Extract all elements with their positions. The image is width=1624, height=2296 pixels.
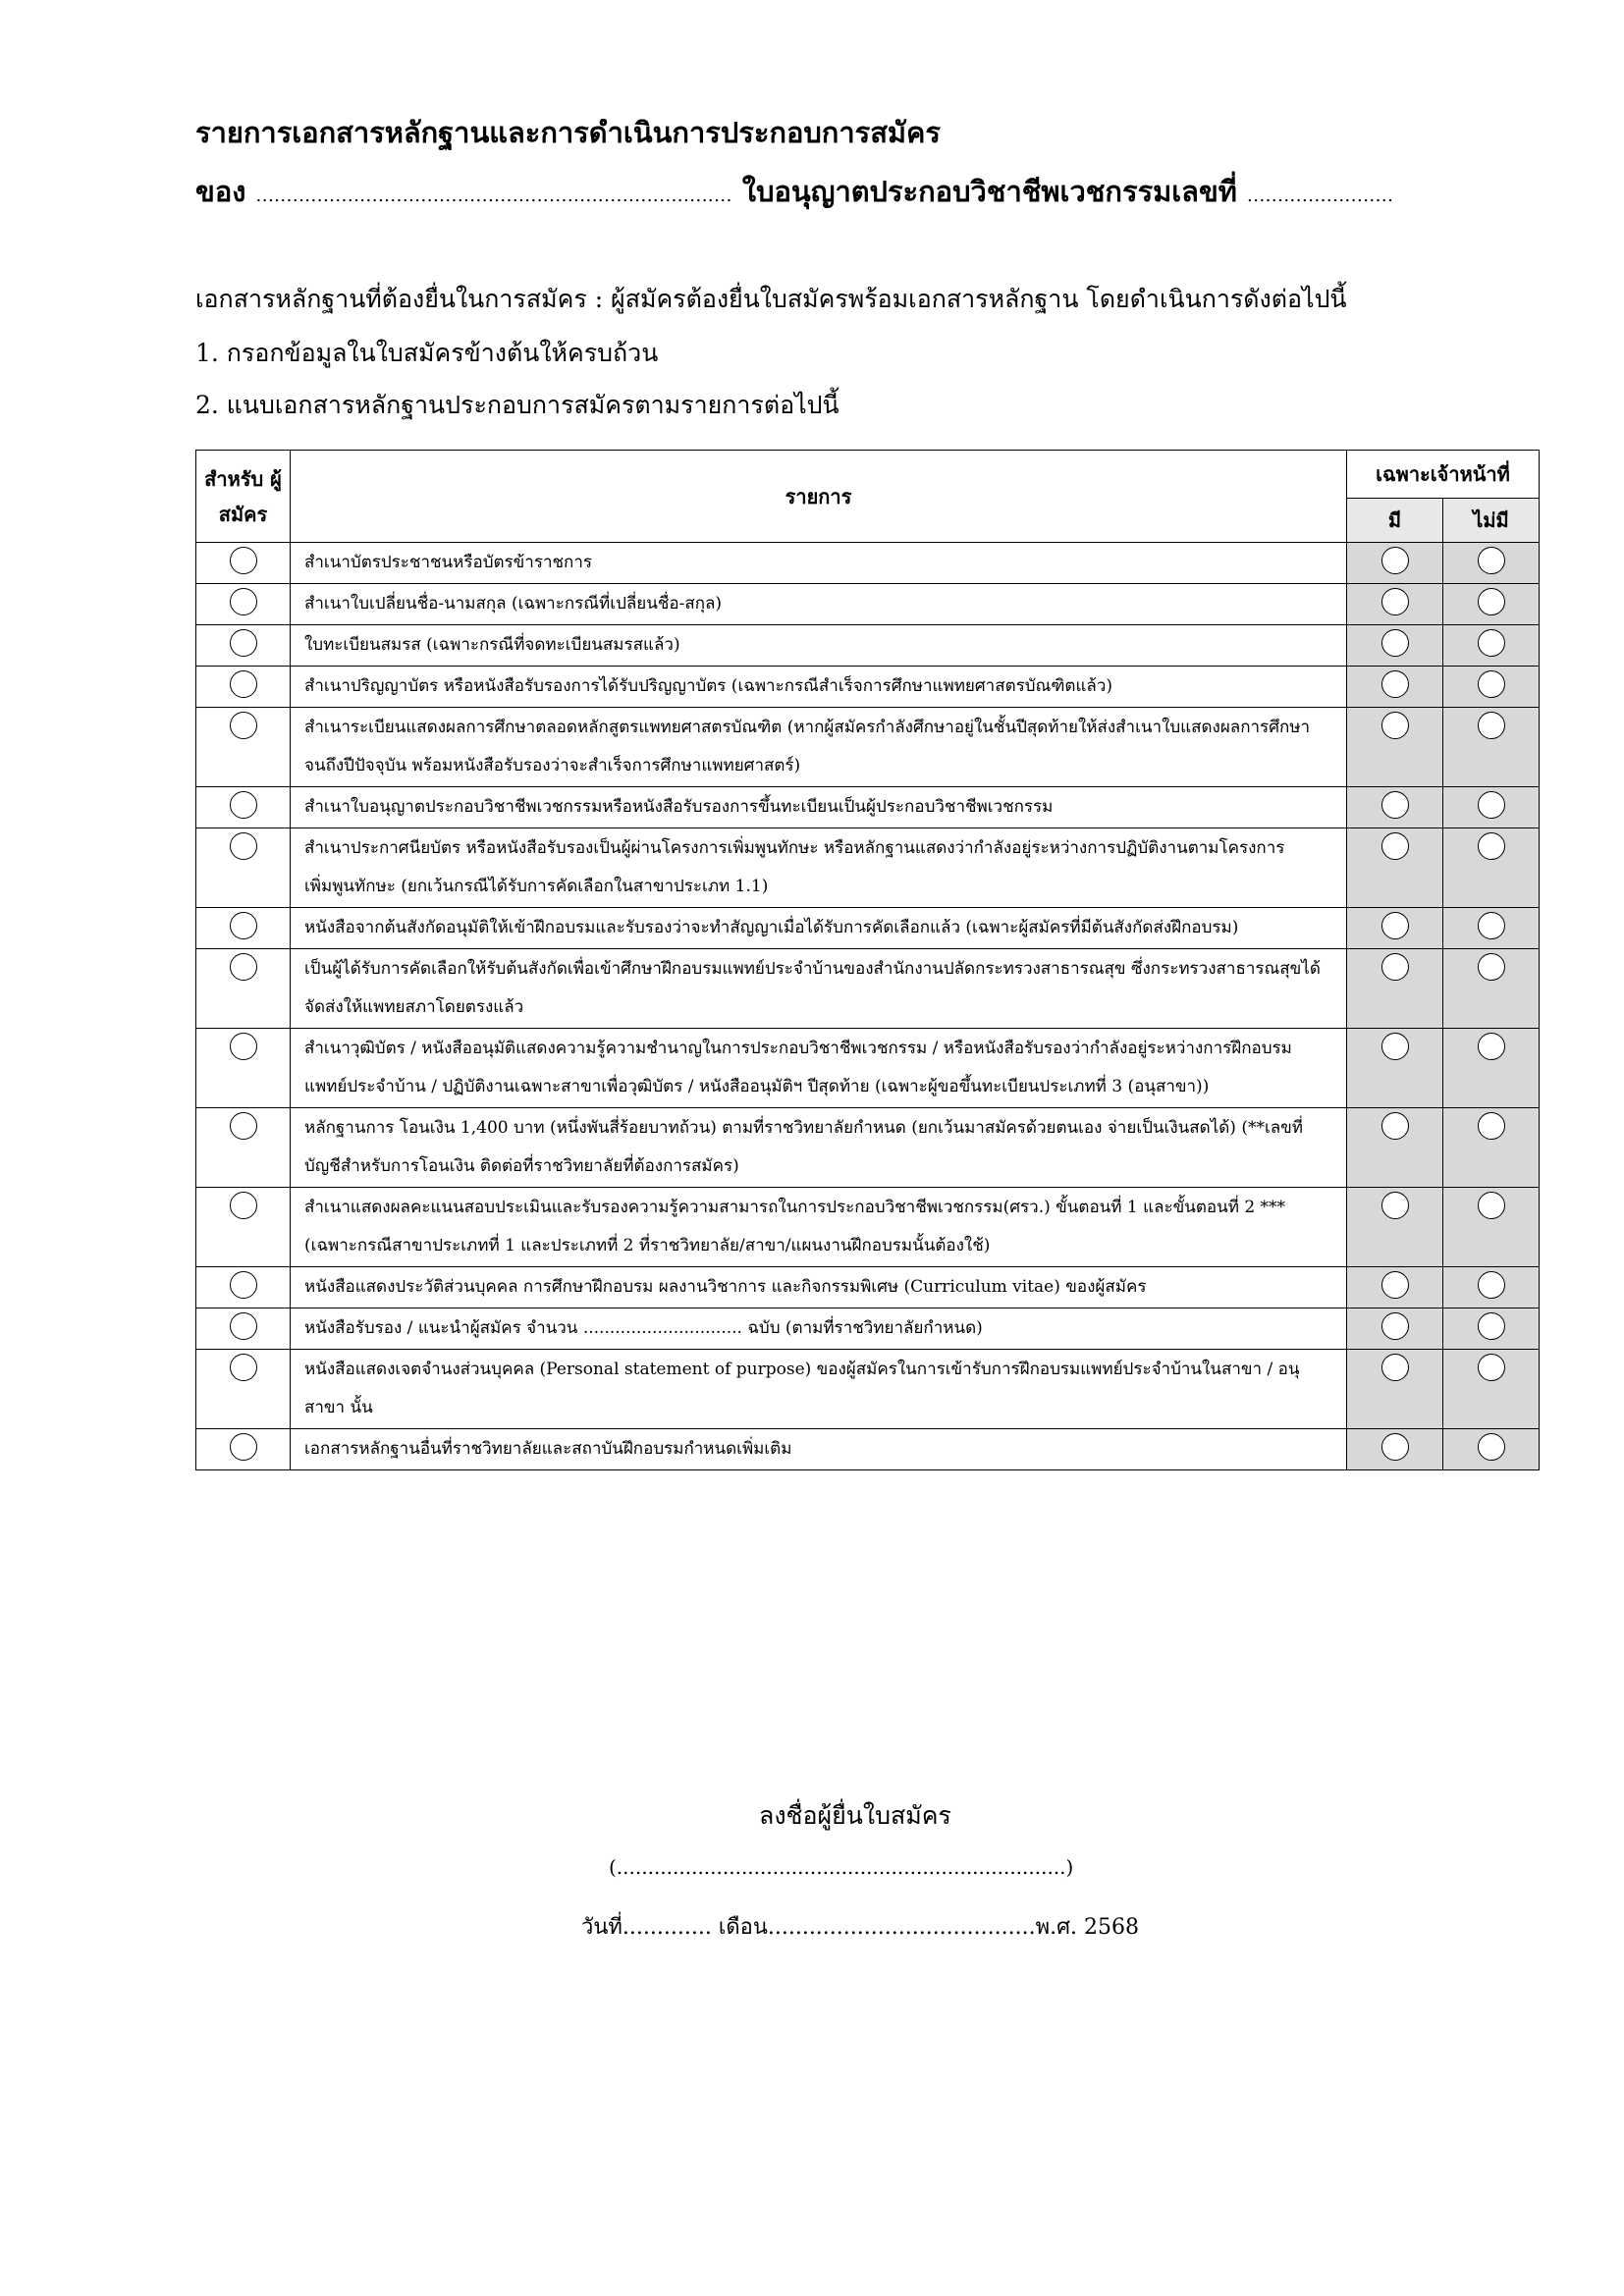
staff-has-not-cell — [1443, 708, 1540, 787]
table-row — [196, 908, 1540, 949]
document-item-text: หลักฐานการ โอนเงิน 1,400 บาท (หนึ่งพันสี่ร้อยบาทถ้วน) ตามที่ราชวิทยาลัยกำหนด (ยกเว้นมาสมัครด้วยตนเอง จ่ายเป็นเงินสดได้) (**เลขที่บัญชีสำหรับการโอนเงิน ติดต่อที่ราชวิทยาลัยที่ต้องการสมัคร) — [291, 1108, 1347, 1188]
staff-has-checkbox[interactable] — [1381, 791, 1409, 819]
applicant-checkbox[interactable] — [230, 1312, 257, 1340]
table-row — [196, 584, 1540, 625]
staff-has-cell — [1347, 1267, 1443, 1308]
table-row — [196, 543, 1540, 584]
staff-has-checkbox[interactable] — [1381, 1112, 1409, 1140]
staff-has-checkbox[interactable] — [1381, 670, 1409, 698]
staff-has-cell — [1347, 1308, 1443, 1350]
applicant-check-cell — [196, 543, 291, 584]
document-item-text: หนังสือแสดงเจตจำนงส่วนบุคคล (Personal statement of purpose) ของผู้สมัครในการเข้ารับการฝึกอบรมแพทย์ประจำบ้านในสาขา / อนุสาขา นั้น — [291, 1350, 1347, 1429]
staff-has-checkbox[interactable] — [1381, 1271, 1409, 1299]
staff-has-not-checkbox[interactable] — [1478, 629, 1505, 657]
document-item-text: สำเนาใบอนุญาตประกอบวิชาชีพเวชกรรมหรือหนังสือรับรองการขึ้นทะเบียนเป็นผู้ประกอบวิชาชีพเวชกรรม — [291, 787, 1347, 828]
applicant-checkbox[interactable] — [230, 953, 257, 981]
applicant-checkbox[interactable] — [230, 1192, 257, 1219]
document-title: รายการเอกสารหลักฐานและการดำเนินการประกอบการสมัคร — [195, 116, 941, 149]
staff-has-checkbox[interactable] — [1381, 912, 1409, 939]
applicant-check-cell — [196, 1429, 291, 1470]
applicant-checkbox[interactable] — [230, 1433, 257, 1461]
document-item-text: สำเนาวุฒิบัตร / หนังสืออนุมัติแสดงความรู้ความชำนาญในการประกอบวิชาชีพเวชกรรม / หรือหนังสือรับรองว่ากำลังอยู่ระหว่างการฝึกอบรมแพทย์ประจำบ้าน / ปฏิบัติงานเฉพาะสาขาเพื่อวุฒิบัตร / หนังสืออนุมัติฯ ปีสุดท้าย (เฉพาะผู้ขอขึ้นทะเบียนประเภทที่ 3 (อนุสาขา)) — [291, 1029, 1347, 1108]
staff-has-checkbox[interactable] — [1381, 1312, 1409, 1340]
document-checklist-table — [195, 450, 1540, 1470]
table-row — [196, 1350, 1540, 1429]
applicant-check-cell — [196, 1350, 291, 1429]
table-row — [196, 787, 1540, 828]
staff-has-not-cell — [1443, 667, 1540, 708]
applicant-check-cell — [196, 828, 291, 908]
applicant-checkbox[interactable] — [230, 1033, 257, 1060]
staff-has-not-checkbox[interactable] — [1478, 588, 1505, 615]
applicant-checkbox[interactable] — [230, 791, 257, 819]
staff-has-not-cell — [1443, 1350, 1540, 1429]
signature-name-blank[interactable]: (........................................................................) — [609, 1855, 1074, 1879]
document-item-text: สำเนาบัตรประชาชนหรือบัตรข้าราชการ — [291, 543, 1347, 584]
staff-has-cell — [1347, 584, 1443, 625]
staff-has-cell — [1347, 908, 1443, 949]
applicant-check-cell — [196, 625, 291, 667]
staff-has-checkbox[interactable] — [1381, 588, 1409, 615]
staff-has-checkbox[interactable] — [1381, 547, 1409, 574]
staff-has-cell — [1347, 1429, 1443, 1470]
table-row — [196, 667, 1540, 708]
applicant-check-cell — [196, 708, 291, 787]
applicant-checkbox[interactable] — [230, 588, 257, 615]
staff-has-cell — [1347, 625, 1443, 667]
intro-line-2: 1. กรอกข้อมูลในใบสมัครข้างต้นให้ครบถ้วน — [195, 339, 659, 367]
staff-has-cell — [1347, 1350, 1443, 1429]
staff-has-not-cell — [1443, 1308, 1540, 1350]
staff-has-not-checkbox[interactable] — [1478, 1112, 1505, 1140]
staff-has-not-cell — [1443, 908, 1540, 949]
table-row — [196, 828, 1540, 908]
applicant-check-cell — [196, 667, 291, 708]
document-item-text: สำเนาใบเปลี่ยนชื่อ-นามสกุล (เฉพาะกรณีที่เปลี่ยนชื่อ-สกุล) — [291, 584, 1347, 625]
license-number-blank[interactable]: ........................ — [1247, 186, 1394, 206]
staff-has-not-cell — [1443, 1108, 1540, 1188]
staff-has-checkbox[interactable] — [1381, 832, 1409, 860]
staff-has-not-checkbox[interactable] — [1478, 1312, 1505, 1340]
header-has: มี — [1347, 499, 1443, 543]
staff-has-cell — [1347, 543, 1443, 584]
staff-has-cell — [1347, 1108, 1443, 1188]
staff-has-checkbox[interactable] — [1381, 712, 1409, 739]
applicant-check-cell — [196, 949, 291, 1029]
staff-has-checkbox[interactable] — [1381, 1354, 1409, 1381]
license-label: ใบอนุญาตประกอบวิชาชีพเวชกรรมเลขที่ — [741, 175, 1237, 208]
header-staff-only: เฉพาะเจ้าหน้าที่ — [1347, 451, 1540, 499]
table-row — [196, 1267, 1540, 1308]
staff-has-not-cell — [1443, 1429, 1540, 1470]
intro-line-3: 2. แนบเอกสารหลักฐานประกอบการสมัครตามรายการต่อไปนี้ — [195, 391, 839, 419]
document-item-text: หนังสือรับรอง / แนะนำผู้สมัคร จำนวน .............................. ฉบับ (ตามที่ราชวิทยาลัยกำหนด) — [291, 1308, 1347, 1350]
applicant-checkbox[interactable] — [230, 547, 257, 574]
staff-has-not-checkbox[interactable] — [1478, 912, 1505, 939]
header-has-not: ไม่มี — [1443, 499, 1540, 543]
table-row — [196, 1429, 1540, 1470]
table-row — [196, 625, 1540, 667]
applicant-name-blank[interactable]: .............................................................................. — [255, 186, 732, 206]
staff-has-not-cell — [1443, 949, 1540, 1029]
applicant-check-cell — [196, 787, 291, 828]
applicant-checkbox[interactable] — [230, 1271, 257, 1299]
applicant-check-cell — [196, 908, 291, 949]
signature-label: ลงชื่อผู้ยื่นใบสมัคร — [759, 1801, 951, 1830]
table-row — [196, 1029, 1540, 1108]
staff-has-not-checkbox[interactable] — [1478, 1192, 1505, 1219]
intro-line-1: เอกสารหลักฐานที่ต้องยื่นในการสมัคร : ผู้สมัครต้องยื่นใบสมัครพร้อมเอกสารหลักฐาน โดยดำเนินการดังต่อไปนี้ — [195, 285, 1347, 313]
staff-has-cell — [1347, 1029, 1443, 1108]
table-row — [196, 1108, 1540, 1188]
applicant-check-cell — [196, 1029, 291, 1108]
staff-has-not-checkbox[interactable] — [1478, 832, 1505, 860]
staff-has-not-checkbox[interactable] — [1478, 1433, 1505, 1461]
table-row — [196, 708, 1540, 787]
staff-has-checkbox[interactable] — [1381, 1433, 1409, 1461]
of-label: ของ — [195, 175, 246, 208]
staff-has-not-cell — [1443, 828, 1540, 908]
document-item-text: สำเนาปริญญาบัตร หรือหนังสือรับรองการได้รับปริญญาบัตร (เฉพาะกรณีสำเร็จการศึกษาแพทยศาสตรบัณฑิตแล้ว) — [291, 667, 1347, 708]
staff-has-not-cell — [1443, 625, 1540, 667]
header-applicant: สำหรับ ผู้สมัคร — [196, 451, 291, 543]
staff-has-not-checkbox[interactable] — [1478, 791, 1505, 819]
header-items: รายการ — [291, 451, 1347, 543]
applicant-checkbox[interactable] — [230, 1354, 257, 1381]
staff-has-not-cell — [1443, 787, 1540, 828]
applicant-checkbox[interactable] — [230, 629, 257, 657]
staff-has-checkbox[interactable] — [1381, 1192, 1409, 1219]
staff-has-not-checkbox[interactable] — [1478, 1033, 1505, 1060]
staff-has-cell — [1347, 708, 1443, 787]
document-item-text: สำเนาระเบียนแสดงผลการศึกษาตลอดหลักสูตรแพทยศาสตรบัณฑิต (หากผู้สมัครกำลังศึกษาอยู่ในชั้นปีสุดท้ายให้ส่งสำเนาใบแสดงผลการศึกษาจนถึงปีปัจจุบัน พร้อมหนังสือรับรองว่าจะสำเร็จการศึกษาแพทยศาสตร์) — [291, 708, 1347, 787]
document-item-text: เป็นผู้ได้รับการคัดเลือกให้รับต้นสังกัดเพื่อเข้าศึกษาฝึกอบรมแพทย์ประจำบ้านของสำนักงานปลัดกระทรวงสาธารณสุข ซึ่งกระทรวงสาธารณสุขได้จัดส่งให้แพทยสภาโดยตรงแล้ว — [291, 949, 1347, 1029]
document-item-text: หนังสือจากต้นสังกัดอนุมัติให้เข้าฝึกอบรมและรับรองว่าจะทำสัญญาเมื่อได้รับการคัดเลือกแล้ว (เฉพาะผู้สมัครที่มีต้นสังกัดส่งฝึกอบรม) — [291, 908, 1347, 949]
staff-has-not-cell — [1443, 1029, 1540, 1108]
staff-has-cell — [1347, 787, 1443, 828]
staff-has-cell — [1347, 828, 1443, 908]
staff-has-not-cell — [1443, 584, 1540, 625]
document-item-text: สำเนาประกาศนียบัตร หรือหนังสือรับรองเป็นผู้ผ่านโครงการเพิ่มพูนทักษะ หรือหลักฐานแสดงว่ากำลังอยู่ระหว่างการปฏิบัติงานตามโครงการเพิ่มพูนทักษะ (ยกเว้นกรณีได้รับการคัดเลือกในสาขาประเภท 1.1) — [291, 828, 1347, 908]
staff-has-not-checkbox[interactable] — [1478, 547, 1505, 574]
applicant-check-cell — [196, 1308, 291, 1350]
applicant-checkbox[interactable] — [230, 832, 257, 860]
applicant-check-cell — [196, 1108, 291, 1188]
staff-has-checkbox[interactable] — [1381, 953, 1409, 981]
staff-has-not-cell — [1443, 1267, 1540, 1308]
table-row — [196, 1188, 1540, 1267]
applicant-license-line — [195, 169, 1393, 214]
applicant-checkbox[interactable] — [230, 912, 257, 939]
staff-has-not-checkbox[interactable] — [1478, 1354, 1505, 1381]
applicant-checkbox[interactable] — [230, 712, 257, 739]
staff-has-not-checkbox[interactable] — [1478, 670, 1505, 698]
table-row — [196, 949, 1540, 1029]
document-item-text: หนังสือแสดงประวัติส่วนบุคคล การศึกษาฝึกอบรม ผลงานวิชาการ และกิจกรรมพิเศษ (Curriculum vitae) ของผู้สมัคร — [291, 1267, 1347, 1308]
staff-has-not-checkbox[interactable] — [1478, 1271, 1505, 1299]
staff-has-checkbox[interactable] — [1381, 629, 1409, 657]
document-item-text: สำเนาแสดงผลคะแนนสอบประเมินและรับรองความรู้ความสามารถในการประกอบวิชาชีพเวชกรรม(ศรว.) ขั้นตอนที่ 1 และขั้นตอนที่ 2 *** (เฉพาะกรณีสาขาประเภทที่ 1 และประเภทที่ 2 ที่ราชวิทยาลัย/สาขา/แผนงานฝึกอบรมนั้นต้องใช้) — [291, 1188, 1347, 1267]
document-item-text: ใบทะเบียนสมรส (เฉพาะกรณีที่จดทะเบียนสมรสแล้ว) — [291, 625, 1347, 667]
staff-has-cell — [1347, 667, 1443, 708]
staff-has-checkbox[interactable] — [1381, 1033, 1409, 1060]
applicant-check-cell — [196, 1267, 291, 1308]
applicant-check-cell — [196, 1188, 291, 1267]
staff-has-not-cell — [1443, 1188, 1540, 1267]
staff-has-not-checkbox[interactable] — [1478, 953, 1505, 981]
staff-has-not-cell — [1443, 543, 1540, 584]
staff-has-not-checkbox[interactable] — [1478, 712, 1505, 739]
signature-date-blank[interactable]: วันที่............. เดือน.......................................พ.ศ. 2568 — [581, 1915, 1140, 1940]
applicant-checkbox[interactable] — [230, 670, 257, 698]
staff-has-cell — [1347, 949, 1443, 1029]
document-item-text: เอกสารหลักฐานอื่นที่ราชวิทยาลัยและสถาบันฝึกอบรมกำหนดเพิ่มเติม — [291, 1429, 1347, 1470]
table-row — [196, 1308, 1540, 1350]
staff-has-cell — [1347, 1188, 1443, 1267]
applicant-check-cell — [196, 584, 291, 625]
applicant-checkbox[interactable] — [230, 1112, 257, 1140]
